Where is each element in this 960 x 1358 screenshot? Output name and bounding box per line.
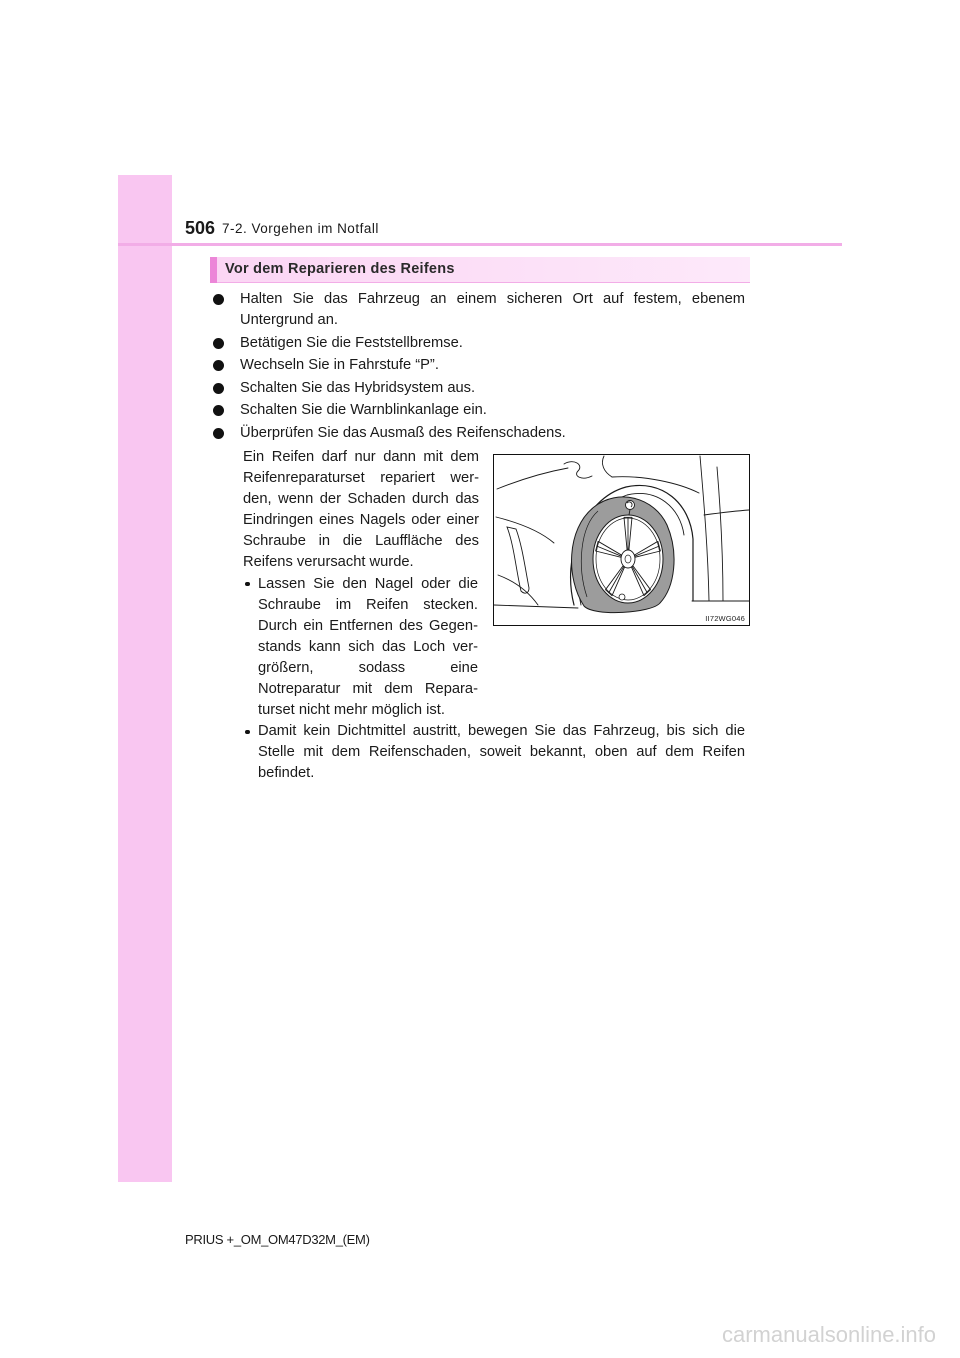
text-line: turset nicht mehr möglich ist. [258,702,445,719]
text-line: den, wenn der Schaden durch das [243,491,479,508]
page-number: 506 [185,218,216,238]
text-line: Schraube im Reifen stecken. [258,596,478,613]
bullet-icon [213,338,224,349]
sub-bullet-icon [245,582,250,587]
text-line: Schalten Sie das Hybridsystem aus. [240,379,476,396]
flat-tire-illustration [494,455,749,625]
header-rule [118,243,842,246]
door-gap-line [700,456,709,601]
text-line: Damit kein Dichtmittel austritt, bewegen Sie das Fahrzeug, bis sich die [258,723,745,740]
text-line: Stelle mit dem Reifenschaden, soweit bekannt, oben auf dem Reifen [258,744,745,761]
note-move-vehicle [243,721,750,784]
bumper-upper-line [496,517,554,543]
bullet-icon [213,360,224,371]
section-heading-box [210,257,750,283]
text-line: Schraube in die Lauffläche des [243,533,479,550]
figure-code-label: II72WG046 [705,614,745,623]
bullet-list [211,289,745,445]
flat-tire-figure [493,454,750,626]
footer-document-id: PRIUS +_OM_OM47D32M_(EM) [185,1232,370,1247]
bullet-icon [213,294,224,305]
bullet-shift-to-p [211,355,745,376]
text-line: Eindringen eines Nagels oder einer [243,512,479,529]
running-head: 7-2. Vorgehen im Notfall [222,221,379,236]
hood-edge-line [497,468,568,489]
watermark: carmanualsonline.info [722,1322,937,1347]
valve-stem [619,594,625,600]
text-line: Lassen Sie den Nagel oder die [258,575,478,592]
fender-top-line [612,477,699,493]
chapter-tab-sidebar [118,175,172,1182]
bullet-icon [213,428,224,439]
text-line: Durch ein Entfernen des Gegen- [258,617,478,634]
text-line: Notreparatur mit dem Repara- [258,681,478,698]
hood-crease-line [564,462,592,478]
bullet-hazard-lights [211,400,745,421]
text-line: Betätigen Sie die Feststellbremse. [240,334,463,351]
sub-bullet-icon [245,730,250,735]
rocker-panel-line [717,467,723,601]
text-line: Wechseln Sie in Fahrstufe “P”. [240,357,439,373]
hub [621,550,635,568]
text-line: Überprüfen Sie das Ausmaß des Reifenschadens. [240,424,566,441]
text-line: größern, sodass eine [258,659,478,676]
bullet-icon [213,405,224,416]
headlamp-edge-line [602,456,612,477]
text-line: Schalten Sie die Warnblinkanlage ein. [240,402,487,418]
bullet-park-safely [211,289,745,331]
text-line: Halten Sie das Fahrzeug an einem sicheren Ort auf festem, ebenem [240,291,745,307]
bullet-hybrid-system-off [211,378,745,399]
text-line: befindet. [258,765,315,782]
ground-line [494,605,578,608]
bumper-slot-line [507,527,529,593]
text-line: Reifens verursacht wurde. [243,554,414,571]
bumper-lower-line [498,575,538,605]
text-line: Reifenreparaturset repariert wer- [243,470,479,487]
text-line: stands kann sich das Loch ver- [258,638,478,655]
bullet-icon [213,383,224,394]
flat-tire [572,497,674,613]
bullet-check-damage [211,423,745,444]
text-line: Untergrund an. [240,312,338,328]
body-crease-line [704,510,749,515]
heading-accent-bar [210,257,217,283]
text-line: Ein Reifen darf nur dann mit dem [243,449,479,465]
bullet-parking-brake [211,333,745,354]
section-heading: Vor dem Reparieren des Reifens [225,261,455,277]
